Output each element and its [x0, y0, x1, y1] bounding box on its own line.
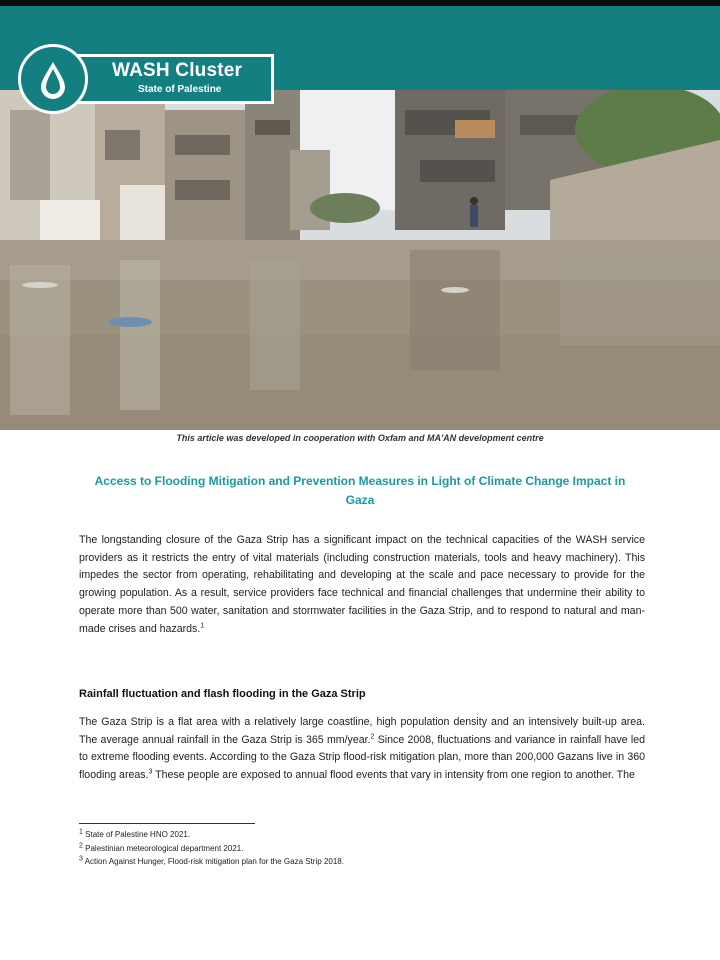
footnote-ref-2[interactable]: 2 [370, 733, 375, 741]
footnote-item [79, 855, 344, 869]
logo-title: WASH Cluster [112, 60, 243, 81]
footnote-text: State of Palestine HNO 2021. [82, 830, 191, 839]
footnotes [79, 828, 344, 869]
logo-banner [78, 54, 274, 104]
footnote-number: 2 [79, 841, 83, 849]
photo-caption: This article was developed in cooperation with Oxfam and MA'AN development centre [176, 433, 544, 443]
paragraph-rainfall-text-a: The Gaza Strip is a flat area with a relatively large coastline, high population density and an intensively built-up area. The average annual rainfall in the Gaza Strip is 365 mm/year. [79, 716, 645, 746]
footnote-text: Palestinian meteorological department 2021. [82, 843, 244, 853]
footnote-ref-3[interactable]: 3 [148, 768, 153, 776]
paragraph-rainfall [79, 714, 645, 822]
wash-cluster-logo [18, 44, 258, 116]
footnote-item [79, 828, 344, 842]
footnote-item [79, 842, 344, 856]
footnote-number: 3 [79, 855, 83, 863]
flooded-street-photo [0, 90, 720, 430]
paragraph-rainfall-text-b: Since 2008, fluctuations and variance in rainfall have led to extreme flooding events. According to the Gaza Strip flood-risk mitigation plan, more than 200,000 Gazans live in 360 flooding areas. [79, 733, 645, 782]
logo-subtitle: State of Palestine [138, 84, 222, 95]
footnote-ref-1[interactable]: 1 [200, 621, 205, 629]
section-heading: Rainfall fluctuation and flash flooding in the Gaza Strip [79, 688, 366, 700]
paragraph-intro-text: The longstanding closure of the Gaza Strip has a significant impact on the technical capacities of the WASH service providers as it restricts the entry of vital materials (including construction materials, tools and heavy machinery). This impedes the sector from operating, rehabilitating and developing at the scale and pace necessary to provide for the growing population. As a result, service providers face technical and financial challenges that undermine their ability to operate more than 500 water, sanitation and stormwater facilities in the Gaza Strip, and to respond to natural and man-made crises and hazards. [79, 534, 645, 635]
water-drop-icon [18, 44, 88, 114]
footnote-divider [79, 823, 255, 824]
paragraph-intro [79, 532, 645, 638]
footnote-text: Action Against Hunger, Flood-risk mitigation plan for the Gaza Strip 2018. [82, 857, 344, 866]
article-title: Access to Flooding Mitigation and Prevention Measures in Light of Climate Change Impact in Gaza [94, 474, 626, 507]
footnote-number: 1 [79, 828, 83, 836]
paragraph-rainfall-text-c: These people are exposed to annual flood events that vary in intensity from one region to another. The [152, 769, 635, 782]
